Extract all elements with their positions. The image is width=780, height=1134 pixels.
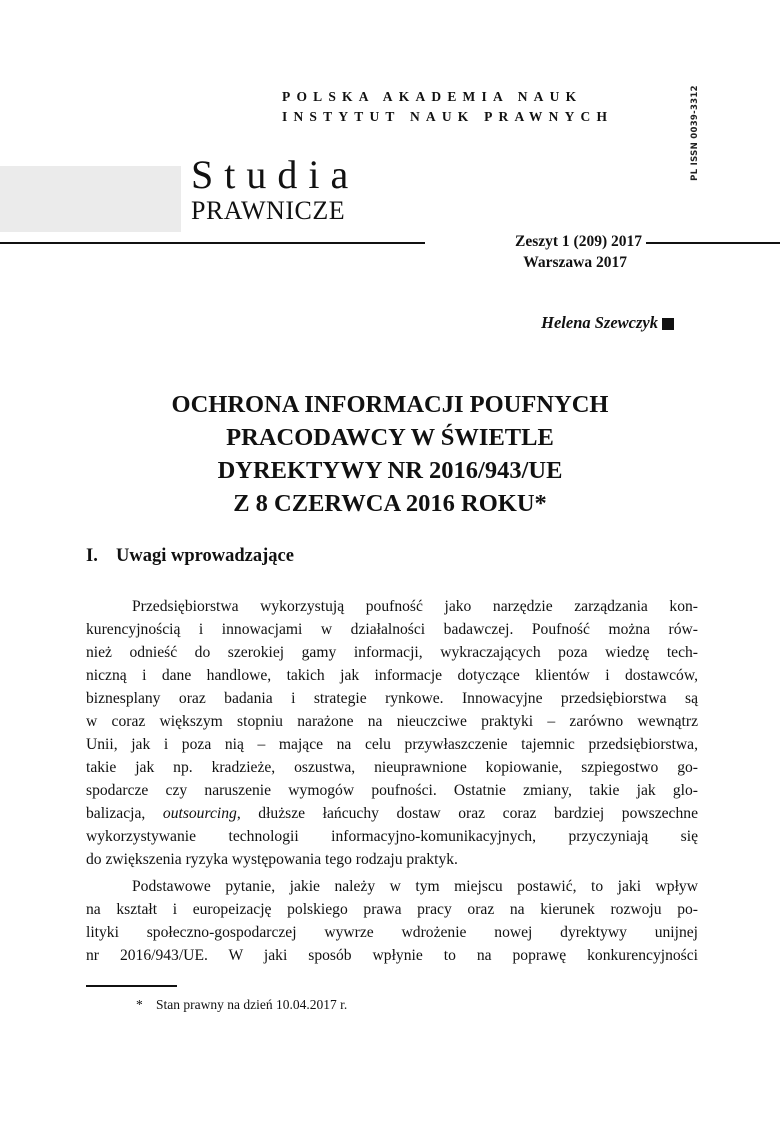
footnote-text: Stan prawny na dzień 10.04.2017 r. bbox=[156, 997, 348, 1012]
body-text-run: balizacja, bbox=[86, 805, 163, 822]
article-title bbox=[100, 388, 680, 520]
title-line: Z 8 CZERWCA 2016 ROKU* bbox=[233, 490, 547, 517]
body-line: Unii, jak i poza nią – mające na celu przywłaszczenie tajemnic przedsiębiorstwa, bbox=[86, 736, 698, 753]
issn-label: PL ISSN 0039-3312 bbox=[690, 85, 700, 181]
institute-name: INSTYTUT NAUK PRAWNYCH bbox=[282, 109, 614, 124]
issue-number: Zeszyt 1 (209) 2017 bbox=[515, 233, 642, 250]
body-line: biznesplany oraz badania i strategie rynkowe. Innowacyjne przedsiębiorstwa są bbox=[86, 690, 698, 707]
title-line: DYREKTYWY NR 2016/943/UE bbox=[217, 457, 563, 484]
body-text-run: , dłuższe łańcuchy dostaw oraz coraz bardziej powszechne bbox=[236, 805, 698, 822]
body-line: lityki społeczno-gospodarczej wywrze wdrożenie nowej dyrektywy unijnej bbox=[86, 924, 698, 941]
footnote bbox=[136, 996, 347, 1014]
author-square-marker bbox=[662, 318, 674, 330]
body-line: takie jak np. kradzieże, oszustwa, nieuprawnione kopiowanie, szpiegostwo go- bbox=[86, 759, 698, 776]
body-line: nież odnieść do szerokiej gamy informacji, wykraczających poza wiedzę tech- bbox=[86, 644, 698, 661]
body-line: na kształt i europeizację polskiego prawa pracy oraz na kierunek rozwoju po- bbox=[86, 901, 698, 918]
footnote-marker: * bbox=[136, 997, 143, 1012]
body-line: spodarcze czy naruszenie wymogów poufności. Ostatnie zmiany, takie jak glo- bbox=[86, 782, 698, 799]
body-line: w coraz większym stopniu narażone na nieuczciwe praktyki – zarówno wewnątrz bbox=[86, 713, 698, 730]
body-line: niczną i dane handlowe, takich jak informacje dotyczące klientów i dostawców, bbox=[86, 667, 698, 684]
section-heading bbox=[86, 544, 294, 568]
body-line: Przedsiębiorstwa wykorzystują poufność jako narzędzie zarządzania kon- bbox=[132, 598, 698, 615]
header-rule-right bbox=[646, 242, 780, 244]
title-line: PRACODAWCY W ŚWIETLE bbox=[226, 424, 554, 451]
footnote-rule bbox=[86, 985, 177, 987]
place-year: Warszawa 2017 bbox=[523, 254, 627, 271]
body-line: Podstawowe pytanie, jakie należy w tym miejscu postawić, to jaki wpływ bbox=[132, 878, 698, 895]
body-line: nr 2016/943/UE. W jaki sposób wpłynie to na poprawę konkurencyjności bbox=[86, 947, 698, 964]
title-line: OCHRONA INFORMACJI POUFNYCH bbox=[171, 391, 609, 418]
decorative-gray-block bbox=[0, 166, 181, 232]
body-line: do zwiększenia ryzyka występowania tego rodzaju praktyk. bbox=[86, 851, 458, 868]
author-name: Helena Szewczyk bbox=[541, 313, 658, 332]
body-line: wykorzystywanie technologii informacyjno-komunikacyjnych, przyczyniają się bbox=[86, 828, 698, 845]
section-title: Uwagi wprowadzające bbox=[116, 546, 294, 566]
journal-title: Studia bbox=[191, 152, 360, 197]
header-rule-left bbox=[0, 242, 425, 244]
institution-name: POLSKA AKADEMIA NAUK bbox=[282, 89, 583, 104]
journal-subtitle: PRAWNICZE bbox=[191, 196, 346, 225]
body-line: kurencyjnością i innowacjami w działalności badawczej. Poufność można rów- bbox=[86, 621, 698, 638]
body-text-italic: outsourcing bbox=[162, 805, 237, 822]
section-number: I. bbox=[86, 546, 98, 566]
body-line bbox=[86, 804, 698, 824]
